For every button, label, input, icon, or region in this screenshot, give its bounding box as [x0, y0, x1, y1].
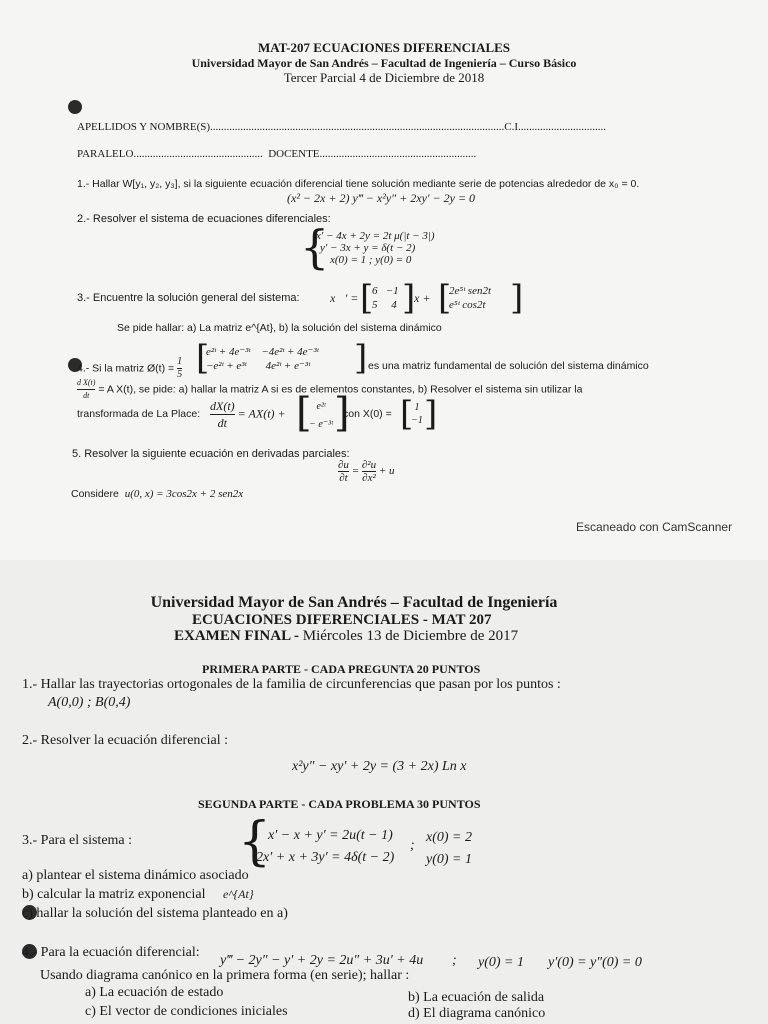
q4-separator: ;	[452, 953, 457, 968]
question-3-lhs: x⃗′ =	[330, 291, 359, 305]
system-brace: {	[300, 220, 330, 274]
question-4-ode	[210, 398, 286, 431]
field-paralelo	[77, 148, 476, 160]
field-names-dots: ...........................................................................................................	[210, 121, 505, 133]
question-3-system	[256, 825, 394, 869]
matrix-bracket-right: ]	[402, 278, 416, 318]
q3-separator: ;	[410, 838, 415, 853]
q4-m22: 4e²ᵗ + e⁻³ᵗ	[265, 360, 310, 372]
question-4-subtask: Usando diagrama canónico en la primera forma (en serie); hallar :	[40, 968, 410, 983]
q5-consider-eq: u(0, x) = 3cos2x + 2 sen2x	[124, 488, 244, 500]
question-4-line2-text: = A X(t), se pide: a) hallar la matriz A si es de elementos constantes, b) Resolver el sistema sin utilizar la	[98, 383, 583, 396]
question-3-matrix	[372, 284, 399, 312]
question-3-subtask: Se pide hallar: a) La matriz e^{At}, b) la solución del sistema dinámico	[117, 322, 442, 334]
exam-name	[174, 628, 518, 645]
field-ci-label: C.I.	[504, 121, 521, 133]
exam-name: Tercer Parcial 4 de Diciembre de 2018	[283, 70, 485, 85]
q4-m11: e²ᵗ + 4e⁻³ᵗ	[206, 346, 251, 358]
question-1-text: 1.- Hallar W[y₁, y₂, y₃], si la siguiente ecuación diferencial tiene solución mediante serie de potencias alrededor de x₀ = 0.	[77, 178, 640, 190]
institution: Universidad Mayor de San Andrés – Facultad de Ingeniería – Curso Básico	[191, 56, 577, 70]
q3-m12: −1	[385, 285, 399, 297]
question-2-eq1: x′ − 4x + 2y = 2t μ(|t − 3|)	[316, 230, 435, 242]
q4-part-c: c) El vector de condiciones iniciales	[85, 1004, 288, 1019]
course-title: ECUACIONES DIFERENCIALES - MAT 207	[192, 612, 492, 628]
q3-ic2: y(0) = 1	[426, 852, 472, 867]
question-4-ic	[410, 401, 424, 427]
forcing-bracket-left: [	[296, 390, 312, 436]
exam-date: Miércoles 13 de Diciembre de 2017	[299, 628, 519, 644]
question-1-points: A(0,0) ; B(0,4)	[48, 695, 131, 710]
ic-bracket-left: [	[400, 394, 414, 434]
question-1-text: 1.- Hallar las trayectorias ortogonales de la familia de circunferencias que pasan por los puntos :	[22, 677, 561, 692]
part-2-heading: SEGUNDA PARTE - CADA PROBLEMA 30 PUNTOS	[198, 797, 481, 811]
exam-name-bold: EXAMEN FINAL -	[174, 628, 300, 644]
q3-part-b-symbol: e^{At}	[222, 887, 254, 901]
q3-eq1: x′ − x + y′ = 2u(t − 1)	[268, 828, 393, 843]
field-docente-dots: .........................................................	[319, 148, 477, 160]
question-5-consider	[71, 488, 243, 500]
question-4-text: 4.- Para la ecuación diferencial:	[22, 945, 200, 960]
question-2-eq2: y′ − 3x + y = δ(t − 2)	[320, 242, 416, 254]
question-1-equation: (x² − 2x + 2) y‴ − x²y″ + 2xy′ − 2y = 0	[287, 191, 476, 205]
q5-rhs: $\frac{\text{∂²u}}{\text{∂x²}}$	[361, 459, 377, 484]
field-names	[77, 121, 606, 133]
vector-bracket-right: ]	[510, 278, 524, 318]
question-5-text: 5. Resolver la siguiente ecuación en derivadas parciales:	[72, 448, 350, 460]
q4-m21: −e²ᵗ + e³ᵗ	[206, 360, 247, 372]
matrix-bracket-left: [	[360, 278, 374, 318]
q3-v2: e⁵ᵗ cos2t	[449, 299, 486, 311]
q4-ode-fraction: $\frac{dX(t)}{dt}$	[210, 399, 235, 430]
question-4-after: es una matriz fundamental de solución del sistema dinámico	[368, 360, 649, 372]
question-2-system	[316, 230, 435, 266]
question-4-line3: transformada de La Place:	[77, 408, 201, 420]
question-3-text: 3.- Encuentre la solución general del sistema:	[77, 292, 300, 304]
question-3-vector	[449, 284, 491, 312]
ic-bracket-right: ]	[424, 394, 438, 434]
q3-part-b-text: b) calcular la matriz exponencial	[22, 887, 206, 902]
q3-m22: 4	[391, 299, 397, 311]
course-title: MAT-207 ECUACIONES DIFERENCIALES	[257, 40, 511, 55]
hole-punch-mark	[68, 100, 82, 114]
question-4-cond: con X(0) =	[343, 408, 392, 420]
q4-part-d: d) El diagrama canónico	[408, 1006, 546, 1021]
question-3-mid: x +	[414, 291, 431, 305]
scanner-watermark: Escaneado con CamScanner	[576, 520, 733, 534]
q4-f1: e²ᵗ	[316, 401, 326, 412]
q4-ic2: y′(0) = y″(0) = 0	[548, 955, 642, 970]
question-4-forcing	[308, 398, 334, 434]
phi-bracket-right: ]	[354, 338, 368, 378]
question-2-equation: x²y″ − xy′ + 2y = (3 + 2x) Ln x	[292, 759, 467, 774]
q3-eq2: 2x′ + x + 3y′ = 4δ(t − 2)	[256, 850, 395, 865]
q3-m11: 6	[372, 285, 378, 297]
exam-sheet-examen-final	[0, 560, 768, 1024]
q4-fraction: $\frac{1}{5}$	[177, 356, 183, 380]
q4-f2: − e⁻³ᵗ	[309, 419, 333, 430]
q4-ic1: y(0) = 1	[478, 955, 524, 970]
q4-ode-rhs: = AX(t) +	[237, 406, 286, 421]
q5-consider-label: Considere	[71, 488, 119, 500]
phi-bracket-left: [	[196, 338, 210, 378]
q4-dx-fraction: $\frac{\text{d X(t)}}{dt}$	[77, 378, 96, 400]
forcing-bracket-right: ]	[334, 390, 350, 436]
institution: Universidad Mayor de San Andrés – Facultad de Ingeniería	[150, 594, 558, 611]
field-paralelo-dots: ...............................................	[133, 148, 263, 160]
q4-x1: 1	[414, 402, 420, 413]
q4-x2: −1	[411, 415, 423, 426]
q3-v1: 2e⁵ᵗ sen2t	[449, 285, 492, 297]
q3-part-b	[22, 887, 254, 903]
part-1-heading: PRIMERA PARTE - CADA PREGUNTA 20 PUNTOS	[202, 662, 481, 676]
q5-lhs: $\frac{\partial u}{\partial t}$	[338, 459, 349, 484]
question-2-eq3: x(0) = 1 ; y(0) = 0	[330, 254, 412, 266]
question-2-text: 2.- Resolver la ecuación diferencial :	[22, 733, 229, 748]
question-4-intro-text: 4.- Si la matriz Ø(t) =	[77, 362, 178, 375]
q3-part-a: a) plantear el sistema dinámico asociado	[22, 868, 249, 883]
field-ci-dots: ...............................	[520, 121, 607, 133]
question-2-text: 2.- Resolver el sistema de ecuaciones diferenciales:	[77, 213, 331, 225]
field-docente-label: DOCENTE	[268, 148, 320, 160]
field-names-label: APELLIDOS Y NOMBRE(S)	[77, 121, 211, 133]
question-5-pde: $\frac{\partial u}{\partial t}$ = $\frac{\text{∂²u}}{\text{∂x²}}$ + u	[338, 459, 395, 484]
q5-plus: + u	[378, 465, 395, 478]
q4-part-a: a) La ecuación de estado	[85, 985, 224, 1000]
field-paralelo-label: PARALELO	[77, 148, 134, 160]
q3-part-c: c) hallar la solución del sistema planteado en a)	[22, 906, 288, 921]
q3-ic1: x(0) = 2	[426, 830, 472, 845]
q3-m21: 5	[372, 299, 378, 311]
q4-part-b: b) La ecuación de salida	[408, 990, 545, 1005]
question-3-initial-conditions	[426, 827, 472, 871]
question-3-text: 3.- Para el sistema :	[22, 833, 133, 848]
system-brace: {	[238, 812, 272, 872]
q4-m12: −4e²ᵗ + 4e⁻³ᵗ	[261, 346, 319, 358]
question-4-phi-matrix	[206, 345, 319, 373]
question-4-equation: y‴ − 2y″ − y′ + 2y = 2u″ + 3u′ + 4u	[220, 953, 424, 968]
vector-bracket-left: [	[438, 278, 452, 318]
